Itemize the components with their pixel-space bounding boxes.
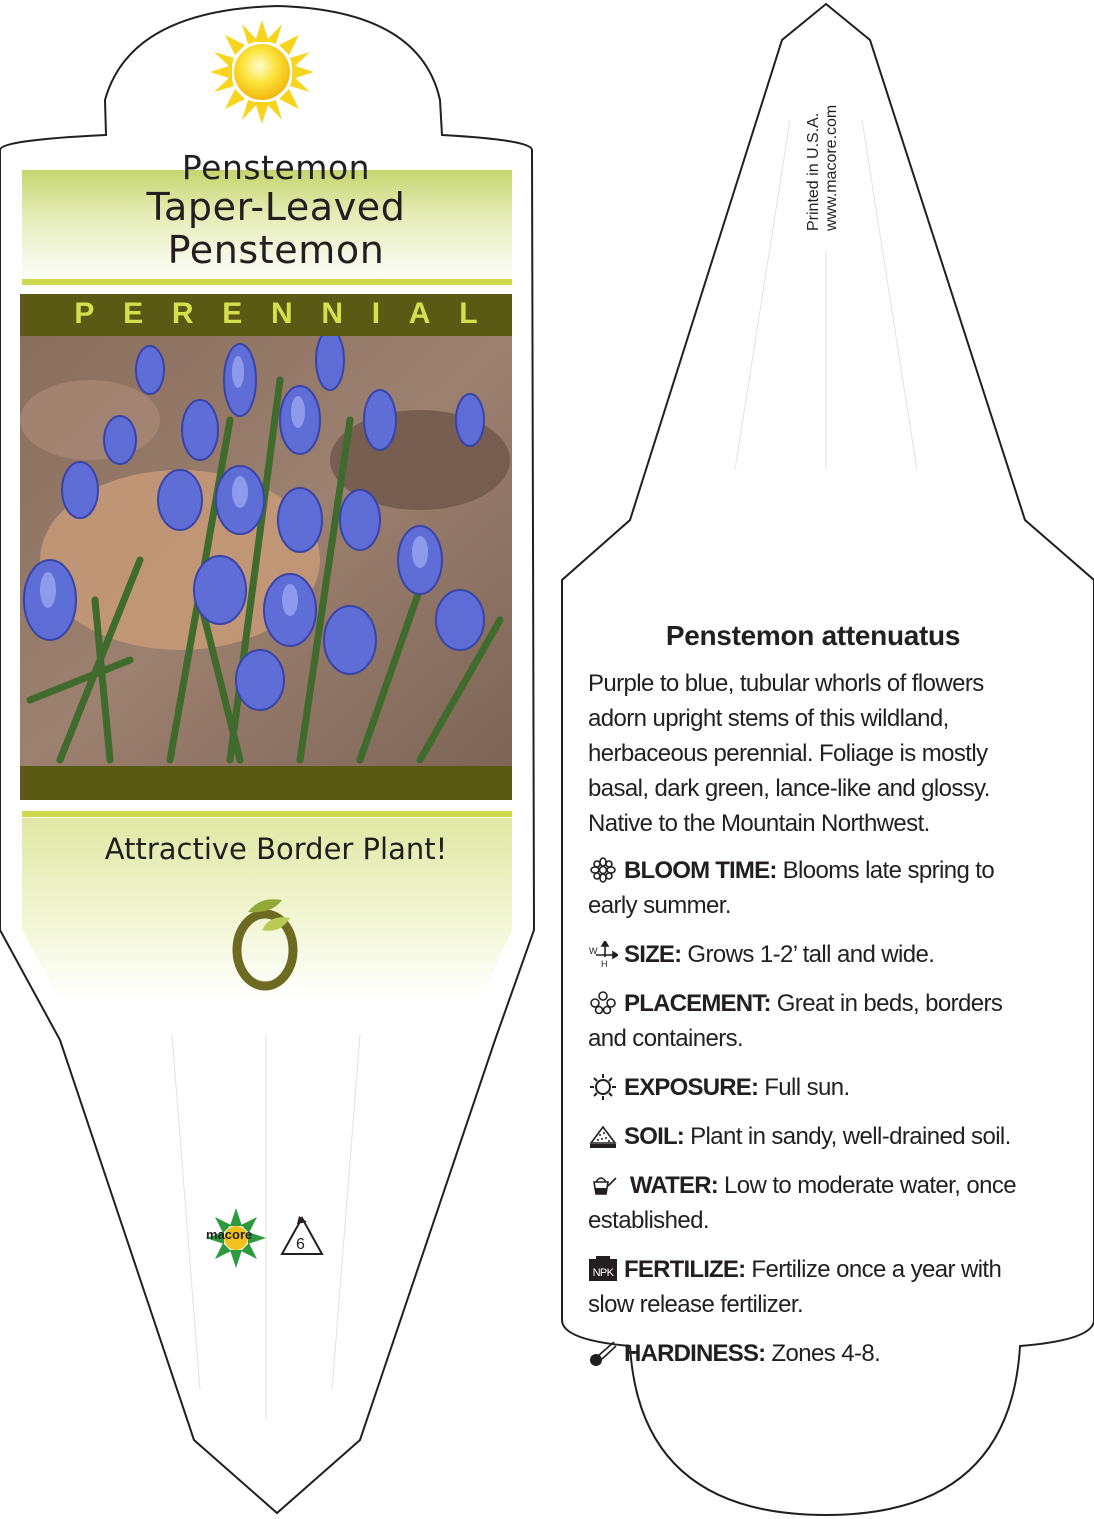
soil-icon [588, 1123, 618, 1149]
size-arrows-icon [588, 941, 618, 967]
attr-text: Low to moderate water, once established. [588, 1172, 1017, 1234]
recycle-number: 6 [296, 1236, 305, 1253]
tagline: Attractive Border Plant! [104, 832, 448, 866]
thermometer-icon [588, 1340, 618, 1366]
sun-icon [210, 20, 314, 124]
attr-size [588, 937, 1038, 972]
care-info [588, 616, 1038, 1385]
attr-soil [588, 1119, 1038, 1154]
category-letter: N [270, 297, 293, 330]
brand-label: macore [206, 1227, 253, 1242]
description: Purple to blue, tubular whorls of flowers adorn upright stems of this wildland, herbaceous perennial. Foliage is mostly basal, dark green, lance-like and glossy. Native to the Mountain Northwest. [588, 670, 990, 837]
npk-icon [588, 1256, 618, 1282]
attr-label: PLACEMENT: [624, 990, 771, 1017]
attr-text: Grows 1-2’ tall and wide. [681, 941, 935, 968]
attr-label: WATER: [624, 1172, 718, 1199]
attr-label: HARDINESS: [624, 1340, 766, 1367]
printed-line1: Printed in U.S.A. [805, 112, 822, 231]
category-letter: N [321, 297, 344, 330]
attr-text: Blooms late spring to early summer. [588, 857, 995, 919]
attr-label: EXPOSURE: [624, 1074, 759, 1101]
printed-info [805, 61, 841, 231]
attr-label: FERTILIZE: [624, 1256, 746, 1283]
svg-text:NPK: NPK [592, 1267, 614, 1279]
attr-text: Full sun. [758, 1074, 850, 1101]
attr-fertilize [588, 1252, 1038, 1322]
attr-placement [588, 986, 1038, 1056]
category-letter: E [222, 297, 243, 330]
attr-water [588, 1168, 1038, 1238]
common-name-line2: Penstemon [167, 228, 385, 272]
svg-text:W: W [589, 946, 597, 956]
attr-text: Zones 4-8. [765, 1340, 881, 1367]
category-letter: L [459, 297, 478, 330]
flower-icon [588, 857, 618, 883]
attr-label: SIZE: [624, 941, 682, 968]
attr-hardiness [588, 1336, 1038, 1371]
category-letter: E [123, 297, 144, 330]
printed-line2: www.macore.com [823, 104, 840, 231]
genus-label: Penstemon [181, 148, 371, 187]
attr-bloom-time [588, 853, 1038, 923]
common-name [20, 186, 532, 272]
plants-icon [588, 990, 618, 1016]
category-letter: I [371, 297, 381, 330]
category-letter: A [408, 297, 431, 330]
category-label [20, 292, 532, 336]
attr-text: Fertilize once a year with slow release fertilizer. [588, 1256, 1002, 1318]
category-letter: P [74, 297, 95, 330]
attr-text: Great in beds, borders and containers. [588, 990, 1003, 1052]
watering-can-icon [588, 1172, 618, 1198]
attr-label: BLOOM TIME: [624, 857, 777, 884]
attr-exposure [588, 1070, 1038, 1105]
plant-photo [20, 330, 512, 766]
sun-outline-icon [588, 1074, 618, 1100]
svg-text:H: H [601, 959, 607, 967]
attr-text: Plant in sandy, well-drained soil. [684, 1123, 1011, 1150]
lower-olive-band [20, 766, 512, 800]
attr-label: SOIL: [624, 1123, 684, 1150]
scientific-name: Penstemon attenuatus [665, 620, 961, 651]
common-name-line1: Taper-Leaved [146, 185, 406, 229]
category-letter: R [171, 297, 194, 330]
